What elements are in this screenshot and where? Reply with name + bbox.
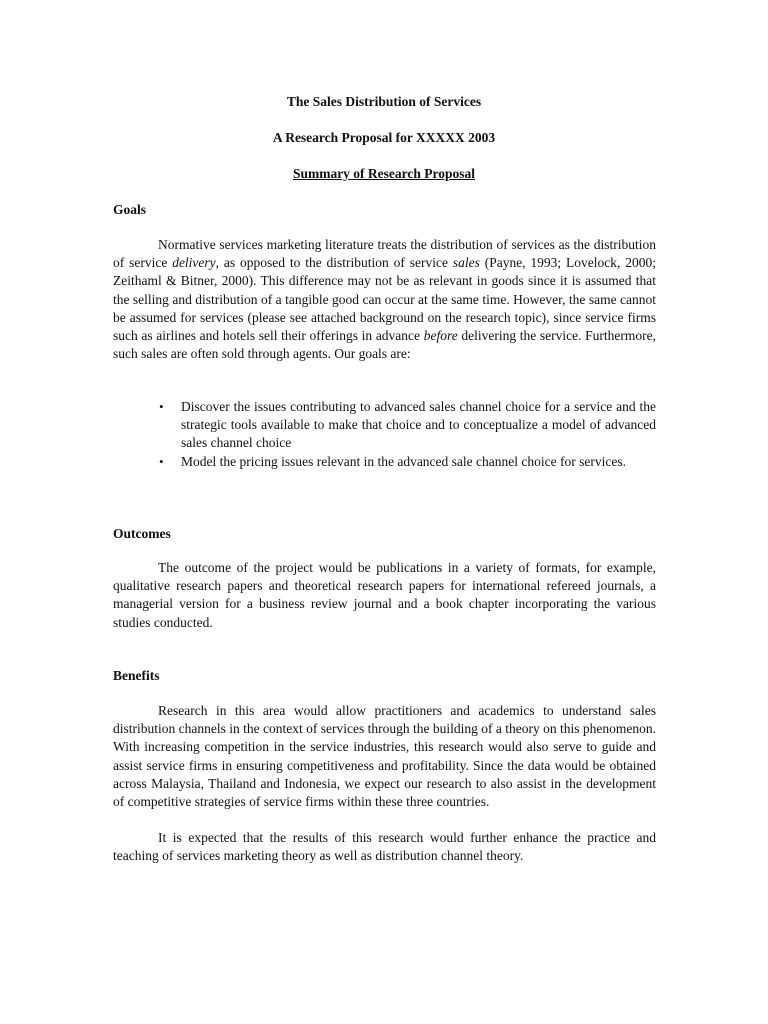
summary-heading <box>0 166 768 182</box>
goals-paragraph <box>113 236 656 363</box>
goals-em-before: before <box>423 328 458 344</box>
summary-heading-text: Summary of Research Proposal <box>292 166 476 181</box>
outcomes-paragraph <box>113 559 656 632</box>
benefits-paragraph-2 <box>113 829 656 865</box>
goals-heading: Goals <box>113 202 147 217</box>
bullet-text: Discover the issues contributing to advanced sales channel choice for a service and the strategic tools available to make that choice and to conceptualize a model of advanced sales channel choice <box>181 399 656 451</box>
list-item <box>113 398 656 453</box>
benefits-text-1: Research in this area would allow practitioners and academics to understand sales distribution channels in the context of services through the building of a theory on this phenomenon. With increasing competition in the service industries, this research would also serve to guide and assist service firms in ensuring competitiveness and profitability. Since the data would be obtained across Malaysia, Thailand and Indonesia, we expect our research to also assist in the development of competitive strategies of service firms within these three countries. <box>113 703 656 810</box>
outcomes-heading: Outcomes <box>113 526 171 541</box>
goals-text-a: Normative services marketing literature treats the distribution of services as the distribution of service <box>113 237 656 271</box>
benefits-heading: Benefits <box>113 668 160 683</box>
list-item <box>113 453 656 471</box>
benefits-text-2: It is expected that the results of this research would further enhance the practice and teaching of services marketing theory as well as distribution channel theory. <box>113 830 656 864</box>
goals-em-sales: sales <box>452 255 480 271</box>
bullet-text: Model the pricing issues relevant in the advanced sale channel choice for services. <box>181 453 626 469</box>
benefits-paragraph-1 <box>113 702 656 811</box>
bullet-icon: • <box>159 399 164 414</box>
document-title: The Sales Distribution of Services <box>286 94 482 109</box>
goals-text-d: delivering the service. Furthermore, such sales are often sold through agents. Our goals are: <box>113 328 656 362</box>
goals-text-c: (Payne, 1993; Lovelock, 2000; Zeithaml & Bitner, 2000). This difference may not be as relevant in goods since it is assumed that the selling and distribution of a tangible good can occur at the same time. However, the same cannot be assumed for services (please see attached background on the research topic), since service firms such as airlines and hotels sell their offerings in advance <box>113 255 656 344</box>
bullet-icon: • <box>159 453 164 469</box>
goals-text-b: , as opposed to the distribution of service <box>215 255 453 271</box>
goals-em-delivery: delivery <box>172 255 216 271</box>
document-subtitle: A Research Proposal for XXXXX 2003 <box>272 130 496 145</box>
outcomes-text: The outcome of the project would be publications in a variety of formats, for example, qualitative research papers and theoretical research papers for international refereed journals, a managerial version for a business review journal and a book chapter incorporating the various studies conducted. <box>113 560 656 630</box>
goals-bullet-list <box>113 398 656 471</box>
